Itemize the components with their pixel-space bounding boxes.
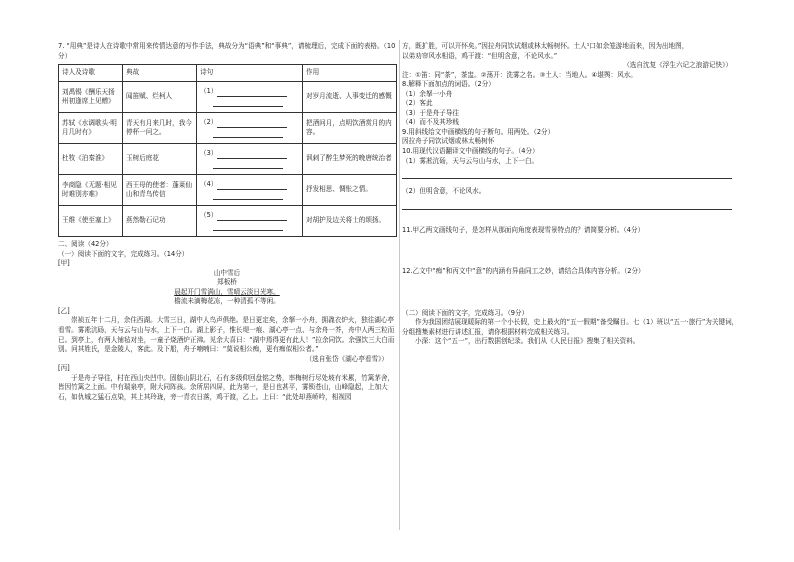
bing-passage-continued: 方，既扩胜，可以开怀矣。”因拉舟同饮试烟或林太畅树怀。土人¹口如余笼游地而来，因为出地图， (402, 42, 689, 50)
question-12: 12.乙文中“痴”和丙文中“意”的内涵有异曲同工之妙，请结合具体内容分析。（2分） (402, 267, 645, 276)
question-8-item: （3）于是舟子导往 (402, 108, 459, 117)
table-row (59, 144, 397, 175)
poem-line-1: 晨起开门雪满山，雪晴云淡日光寒。 (174, 287, 280, 296)
spacer (402, 243, 740, 251)
answer-blank[interactable] (213, 97, 283, 107)
part1-title: （一）阅读下面的文字，完成练习。（14分） (58, 249, 189, 258)
blank-number: （4） (200, 180, 218, 189)
table-header-cell: 典故 (123, 65, 197, 82)
bing-label: [丙] (58, 364, 70, 373)
poem-title: 山中雪后 (213, 268, 241, 277)
question-10-item-2: （2）但明含意，不论风水。 (402, 187, 486, 196)
effect-cell: 讽刺了醉生梦死的晚唐统治者 (303, 144, 397, 175)
answer-blank[interactable] (217, 213, 287, 221)
bing-passage-continued-2: 以弟劝帘风水相语，鸡干渡：“但明含意，不论风水。” (402, 51, 558, 60)
spacer (402, 277, 740, 285)
part2-text: 小深：这个“五一”，出行数据创纪录。我们从《人民日报》搜集了相关资料。 (415, 337, 640, 346)
jia-label: [甲] (58, 259, 70, 268)
allusion-cell: 燕然勒石记功 (123, 206, 197, 237)
poem-cell: 刘禹锡《酬乐天扬州初逢席上见赠》 (59, 82, 123, 113)
spacer (402, 301, 740, 309)
table-header-row (59, 65, 397, 82)
table-row (59, 175, 397, 206)
effect-cell: 对岁月流逝、人事变迁的感慨 (303, 82, 397, 113)
poem-cell: 苏轼《水调歌头·明月几时有》 (59, 113, 123, 144)
spacer (402, 235, 740, 243)
allusion-cell: 闻笛赋、烂柯人 (123, 82, 197, 113)
poem-line-2: 檐流未滴梅花冻，一种清孤不等闲。 (174, 297, 280, 306)
blank-number: （2） (200, 118, 218, 127)
line-cell[interactable] (197, 206, 303, 237)
question-10-item-1: （1）雾凇沆砀，天与云与山与水，上下一白。 (402, 156, 539, 165)
question-8-item: （2）客此 (402, 99, 433, 108)
part2-title: （二）阅读下面的文字，完成练习。（9分） (402, 308, 529, 317)
poem-cell: 杜牧《泊秦淮》 (59, 144, 123, 175)
question-9-text: 因拉舟子同饮试烟或林太畅树怀 (402, 137, 495, 146)
allusion-cell: 西王母的使者：蓬莱仙山和青鸟传信 (123, 175, 197, 206)
answer-blank[interactable] (217, 89, 287, 97)
yi-passage: 崇祯五年十二月，余住西湖。大雪三日，湖中人鸟声俱绝。是日更定矣，余拏一小舟，拥毳衣炉火，独往湖心亭看雪。雾凇沆砀，天与云与山与水，上下一白。湖上影子，惟长堤一痕、湖心亭一点、与余舟一芥，舟中人两三粒而已。到亭上，有两人铺毡对坐，一童子烧酒炉正沸。见余大喜曰：“湖中焉得更有此人！”拉余同饮。余强饮三大白而别。问其姓氏，是金陵人，客此。及下船，舟子喃喃曰：“莫说相公痴，更有痴似相公者。” (58, 316, 395, 354)
left-column (58, 42, 396, 402)
answer-blank[interactable] (217, 120, 287, 128)
question-11: 11.甲乙两文画线句子，是怎样从那面向角度表现雪景特点的？请简要分析。（4分） (402, 225, 645, 234)
spacer (402, 293, 740, 301)
answer-blank[interactable] (213, 128, 283, 138)
question-8-item: （1）余拏一小舟 (402, 89, 453, 98)
answer-blank[interactable] (213, 190, 283, 200)
spacer (402, 259, 740, 267)
answer-blank[interactable] (213, 221, 283, 231)
answer-blank[interactable] (213, 159, 283, 169)
line-cell[interactable] (197, 82, 303, 113)
question-8: 8.解释下面加点的词语。（2分） (402, 80, 495, 89)
blank-number: （3） (200, 149, 218, 158)
table-header-cell: 作用 (303, 65, 397, 82)
allusion-cell: 玉树后庭花 (123, 144, 197, 175)
spacer (402, 179, 740, 187)
question-9: 9.用斜线给文中画横线的句子断句。用两处。（2分） (402, 127, 555, 136)
spacer (402, 251, 740, 259)
spacer (402, 218, 740, 226)
answer-blank[interactable] (217, 151, 287, 159)
right-column (402, 42, 740, 347)
question-10: 10.用现代汉语翻译文中画横线的句子。（4分） (402, 147, 539, 156)
table-row (59, 82, 397, 113)
table-header-cell: 诗句 (197, 65, 303, 82)
bing-passage: 于是舟子导往，村在西山央凹中。固舫山阴北石，石有多级仰回盘铭之势，率梅树行尽处坡有米累，竹篱茅舍，皆因竹篱之上面。中有瑞泉亭，附大同阵孩。余所居四屏，此为第一，是日也甚平，雾锁苍山，山峰隐起，上加大石，如仇城之猛石点染，其上其玲珑，旁一青衣日落，鸡干渡，乙上。上曰：“此处却燕峤吟，相视园 (58, 373, 395, 401)
line-cell[interactable] (197, 175, 303, 206)
question-8-item: （4）而不及其珍贱 (402, 118, 459, 127)
answer-line[interactable] (402, 168, 732, 179)
section-title: 二、阅读（42分） (58, 240, 113, 249)
column-divider (399, 40, 400, 530)
table-row (59, 113, 397, 144)
part2-intro: 作为我国团结展现暖际的第一个小长假，史上最火的“五一假期”备受瞩目。七（1）班以“五一·旅行”为关键词，分组搜集素材进行讲述汇报，请你根据材料完成相关练习。 (402, 318, 739, 336)
spacer (402, 285, 740, 293)
table-row (59, 206, 397, 237)
effect-cell: 把酒问月，点明饮酒赏月的内容。 (303, 113, 397, 144)
poem-cell: 李商隐《无题·相见时难别亦难》 (59, 175, 123, 206)
allusion-table (58, 64, 397, 237)
bing-source: （选自沈复《浮生六记之浪游记快》） (623, 61, 732, 70)
poem-author: 郑板桥 (217, 278, 237, 287)
effect-cell: 抒发相思、惆怅之情。 (303, 175, 397, 206)
poem-cell: 王维《使至塞上》 (59, 206, 123, 237)
table-header-cell: 诗人及诗歌 (59, 65, 123, 82)
yi-label: [乙] (58, 306, 70, 315)
answer-line[interactable] (402, 199, 732, 210)
question-7-stem: 7. “用典”是诗人在诗歌中常用来传情达意的写作手法，典故分为“语典”和“事典”，请梳理后，完成下面的表格。（10分） (58, 42, 396, 60)
line-cell[interactable] (197, 144, 303, 175)
effect-cell: 对胡护及边关将士的颂扬。 (303, 206, 397, 237)
blank-number: （1） (200, 87, 218, 96)
line-cell[interactable] (197, 113, 303, 144)
allusion-cell: 青天有月来几时，我今停杯一问之。 (123, 113, 197, 144)
annotation-note: 注：①笛：同“茶”，茶盅。②荡开：洗雾之名。③土人：当地人。④堪舆：风水。 (402, 70, 637, 79)
answer-blank[interactable] (217, 182, 287, 190)
yi-source: （选自张岱《湖心亭看雪》） (305, 354, 388, 363)
spacer (402, 210, 740, 218)
blank-number: （5） (200, 211, 218, 220)
